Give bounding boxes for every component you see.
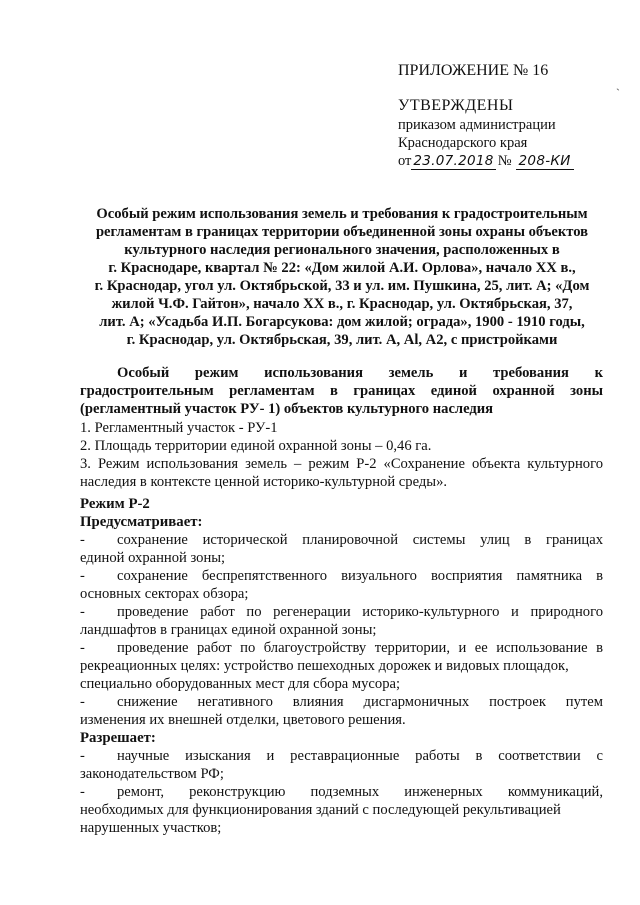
order-prefix: от: [398, 153, 412, 169]
list-item: [80, 747, 603, 765]
item-text: проведение работ по регенерации историко-культурного и природного: [117, 604, 603, 620]
dash-bullet: -: [80, 784, 85, 800]
dash-bullet: -: [80, 640, 85, 656]
margin-mark: ˋ: [616, 86, 620, 100]
item-continued: законодательством РФ;: [80, 766, 224, 782]
item-continued: рекреационных целях: устройство пешеходных дорожек и видовых площадок,: [80, 658, 569, 674]
dash-bullet: -: [80, 568, 85, 584]
regime-section: [80, 495, 603, 837]
dash-bullet: -: [80, 532, 85, 548]
title-line: жилой Ч.Ф. Гайтон», начало XX в., г. Краснодар, ул. Октябрьская, 37,: [111, 296, 573, 312]
list-item: [80, 531, 603, 549]
handwritten-date: 23.07.2018: [413, 153, 494, 169]
list-item: [80, 567, 603, 585]
list-item-1: 1. Регламентный участок - РУ-1: [80, 420, 278, 436]
permits-label: Разрешает:: [80, 730, 156, 746]
list-item: [80, 783, 603, 801]
item-continued: основных секторах обзора;: [80, 586, 249, 602]
handwritten-order-number: 208-КИ: [516, 153, 574, 170]
provides-label: Предусматривает:: [80, 514, 203, 530]
item-continued: единой охранной зоны;: [80, 550, 226, 566]
title-line: культурного наследия регионального значения, расположенных в: [124, 242, 560, 258]
title-line: лит. А; «Усадьба И.П. Богарсукова: дом жилой; ограда», 1900 - 1910 годы,: [99, 314, 585, 330]
document-title: [74, 205, 610, 349]
order-number-label: №: [497, 153, 512, 169]
order-date-number: [398, 153, 574, 170]
item-text: сохранение беспрепятственного визуального восприятия памятника в: [117, 568, 603, 584]
item-continued: специально оборудованных мест для сбора мусора;: [80, 676, 401, 692]
list-item-3-continued: наследия в контексте ценной историко-культурной среды».: [80, 474, 448, 490]
list-item: [80, 603, 603, 621]
dash-bullet: -: [80, 694, 85, 710]
title-line: г. Краснодар, ул. Октябрьская, 39, лит. А, Al, А2, с пристройками: [126, 332, 558, 348]
title-line: регламентам в границах территории объединенной зоны охраны объектов: [95, 224, 589, 240]
order-line-2: Краснодарского края: [398, 135, 528, 151]
appendix-number: ПРИЛОЖЕНИЕ № 16: [398, 62, 549, 79]
list-item: [80, 693, 603, 711]
subheading-line: Особый режим использования земель и требования к: [117, 365, 603, 381]
section-subheading: [80, 364, 603, 418]
numbered-list: [80, 419, 603, 491]
regime-title: Режим Р-2: [80, 496, 150, 512]
item-text: научные изыскания и реставрационные работы в соответствии с: [117, 748, 603, 764]
list-item-2: 2. Площадь территории единой охранной зоны – 0,46 га.: [80, 438, 432, 454]
item-text: сохранение исторической планировочной системы улиц в границах: [117, 532, 603, 548]
item-text: ремонт, реконструкцию подземных инженерных коммуникаций,: [117, 784, 603, 800]
subheading-line: (регламентный участок РУ- 1) объектов культурного наследия: [80, 401, 494, 417]
title-line: г. Краснодаре, квартал № 22: «Дом жилой А.И. Орлова», начало XX в.,: [108, 260, 576, 276]
list-item: [80, 639, 603, 657]
item-text: снижение негативного влияния дисгармоничных построек путем: [117, 694, 603, 710]
title-line: г. Краснодар, угол ул. Октябрьской, 33 и ул. им. Пушкина, 25, лит. А; «Дом: [94, 278, 590, 294]
item-continued: изменения их внешней отделки, цветового решения.: [80, 712, 406, 728]
item-continued: нарушенных участков;: [80, 820, 222, 836]
item-continued: ландшафтов в границах единой охранной зоны;: [80, 622, 377, 638]
order-line-1: приказом администрации: [398, 117, 556, 133]
title-line: Особый режим использования земель и требования к градостроительным: [96, 206, 588, 222]
subheading-line: градостроительным регламентам в границах единой охранной зоны: [80, 383, 603, 399]
approved-heading: УТВЕРЖДЕНЫ: [398, 97, 514, 114]
item-text: проведение работ по благоустройству территории, и ее использование в: [117, 640, 603, 656]
list-item-3: 3. Режим использования земель – режим Р-2 «Сохранение объекта культурного: [80, 456, 603, 472]
dash-bullet: -: [80, 748, 85, 764]
item-continued: необходимых для функционирования зданий с последующей рекультивацией: [80, 802, 561, 818]
dash-bullet: -: [80, 604, 85, 620]
